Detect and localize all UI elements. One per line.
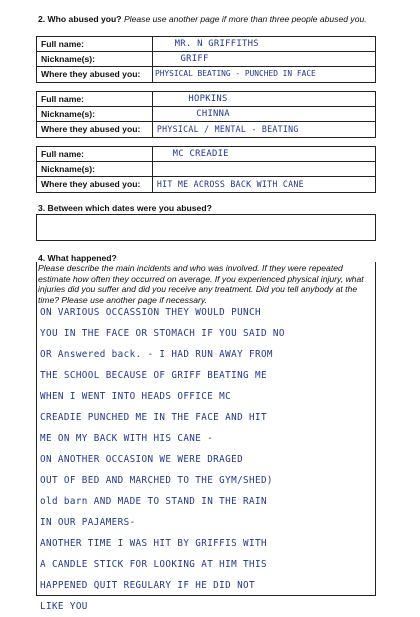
answer-line: ANOTHER TIME I WAS HIT BY GRIFFIS WITH [40, 538, 267, 549]
where-field[interactable]: PHYSICAL BEATING - PUNCHED IN FACE [154, 69, 316, 78]
full-name-label: Full name: [37, 147, 153, 161]
where-label: Where they abused you: [37, 122, 153, 137]
abuser-table-1 [36, 36, 376, 83]
what-happened-answer [40, 302, 376, 617]
full-name-row [37, 147, 375, 162]
full-name-field[interactable]: HOPKINS [188, 94, 228, 104]
abuser-table-2 [36, 91, 376, 138]
nickname-label: Nickname(s): [37, 162, 153, 176]
answer-line: ME ON MY BACK WITH HIS CANE - [40, 433, 214, 444]
answer-line: A CANDLE STICK FOR LOOKING AT HIM THIS [40, 559, 267, 570]
full-name-field[interactable]: MR. N GRIFFITHS [174, 39, 259, 49]
question-4-title: 4. What happened? [38, 253, 117, 263]
nickname-row [37, 52, 375, 67]
answer-line: IN OUR PAJAMERS- [40, 517, 136, 528]
answer-line: CREADIE PUNCHED ME IN THE FACE AND HIT [40, 412, 267, 423]
full-name-label: Full name: [37, 92, 153, 106]
question-3-heading [38, 203, 390, 213]
answer-line: WHEN I WENT INTO HEADS OFFICE MC [40, 391, 232, 402]
where-label: Where they abused you: [37, 67, 153, 82]
full-name-label: Full name: [37, 37, 153, 51]
nickname-field[interactable]: CHINNA [196, 109, 230, 119]
answer-line: ON VARIOUS OCCASSION THEY WOULD PUNCH [40, 307, 261, 318]
full-name-row [37, 37, 375, 52]
answer-line: YOU IN THE FACE OR STOMACH IF YOU SAID NO [40, 328, 285, 339]
abuser-table-3 [36, 146, 376, 193]
answer-line: HAPPENED QUIT REGULARY IF HE DID NOT [40, 580, 255, 591]
question-3-title: 3. Between which dates were you abused? [38, 203, 212, 213]
full-name-row [37, 92, 375, 107]
where-row [37, 177, 375, 192]
dates-answer-box[interactable] [36, 214, 376, 241]
question-2-title: 2. Who abused you? [38, 14, 122, 24]
answer-line: LIKE YOU [40, 601, 88, 612]
answer-line: OUT OF BED AND MARCHED TO THE GYM/SHED) [40, 475, 273, 486]
where-row [37, 67, 375, 82]
where-field[interactable]: PHYSICAL / MENTAL - BEATING [156, 124, 299, 134]
question-2-note: Please use another page if more than three people abused you. [123, 14, 367, 24]
question-2-heading [38, 14, 390, 24]
where-row [37, 122, 375, 137]
answer-line: OR Answered back. - I HAD RUN AWAY FROM [40, 349, 273, 360]
question-4-instructions: Please describe the main incidents and who was involved. If they were repeated estimate how often they occurred on average. If you experienced physical injury, what injuries did you suffer and did you receive any treatment. Did you tell anybody at the time? Please use another page if necessary. [38, 263, 364, 305]
nickname-field[interactable]: GRIFF [180, 54, 209, 64]
nickname-field[interactable] [153, 162, 371, 176]
nickname-row [37, 107, 375, 122]
nickname-label: Nickname(s): [37, 52, 153, 66]
answer-line: old barn AND MADE TO STAND IN THE RAIN [40, 496, 267, 507]
where-field[interactable]: HIT ME ACROSS BACK WITH CANE [156, 179, 304, 189]
nickname-label: Nickname(s): [37, 107, 153, 121]
nickname-row [37, 162, 375, 177]
answer-line: THE SCHOOL BECAUSE OF GRIFF BEATING ME [40, 370, 267, 381]
full-name-field[interactable]: MC CREADIE [172, 149, 229, 159]
answer-line: ON ANOTHER OCCASION WE WERE DRAGED [40, 454, 244, 465]
where-label: Where they abused you: [37, 177, 153, 192]
